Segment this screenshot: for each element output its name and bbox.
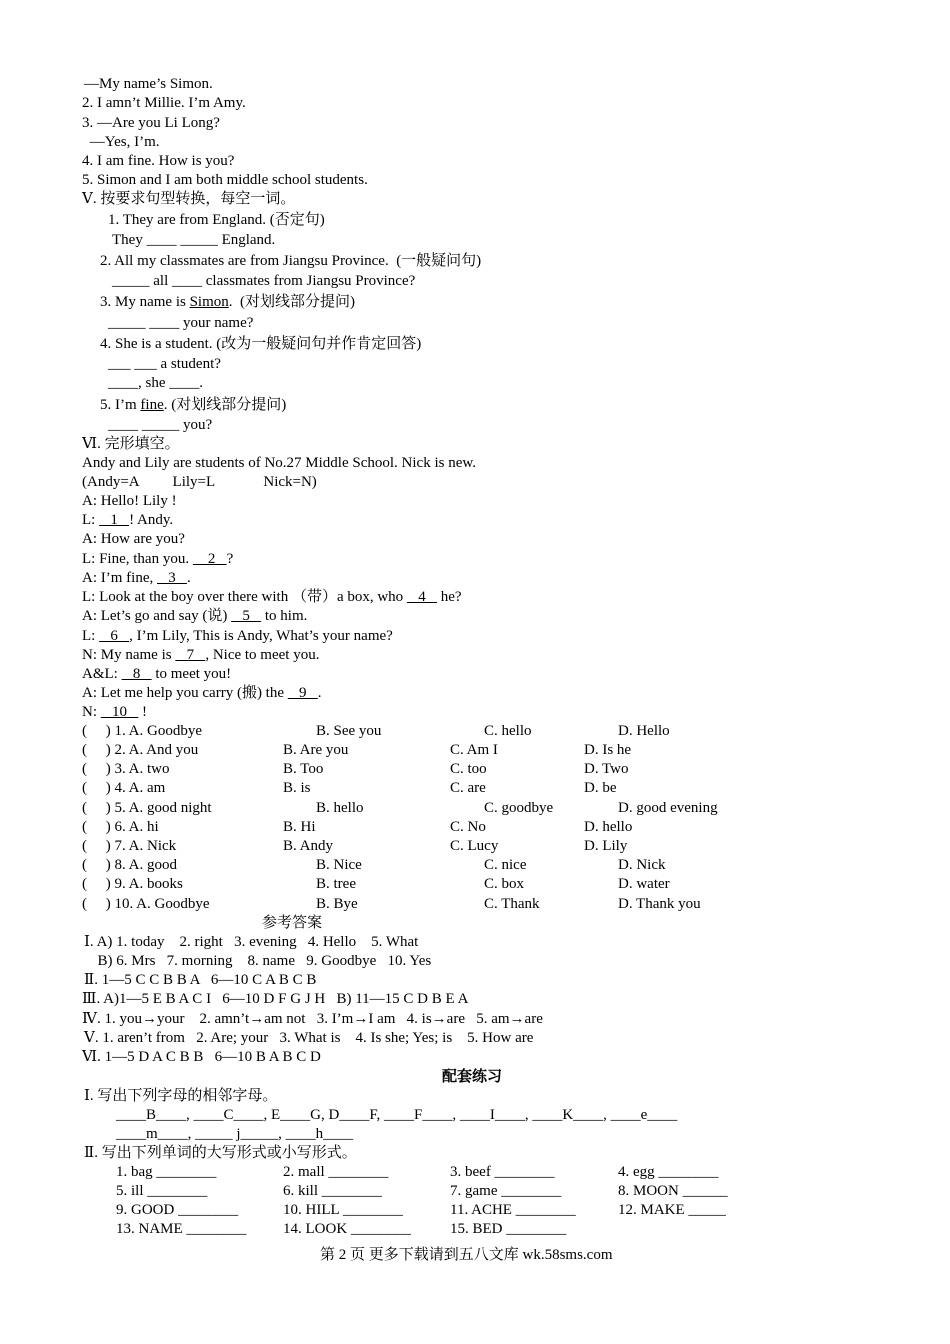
word-item: 14. LOOK ________ bbox=[283, 1221, 411, 1237]
section-heading: Ⅰ. 写出下列字母的相邻字母。 bbox=[84, 1088, 278, 1104]
mc-option: C. box bbox=[484, 876, 525, 892]
text-line bbox=[82, 684, 322, 703]
mc-option: D. hello bbox=[584, 819, 633, 835]
mc-option: C. nice bbox=[484, 857, 527, 873]
text-line: —My name’s Simon. bbox=[84, 76, 213, 92]
underlined-word: fine bbox=[140, 397, 164, 413]
text-line bbox=[82, 607, 307, 626]
mc-option: B. hello bbox=[316, 800, 364, 816]
mc-option: D. Hello bbox=[618, 723, 670, 739]
word-item: 12. MAKE _____ bbox=[618, 1202, 726, 1218]
word-item: 6. kill ________ bbox=[283, 1183, 382, 1199]
mc-option: B. Are you bbox=[283, 742, 349, 758]
text-line: 2. All my classmates are from Jiangsu Province. (一般疑问句) bbox=[100, 253, 482, 269]
text-line bbox=[82, 703, 147, 722]
text-line bbox=[82, 665, 231, 684]
text-segment: ? bbox=[226, 551, 234, 567]
text-segment: A: Let’s go and say (说) bbox=[82, 608, 232, 624]
text-line bbox=[82, 646, 319, 665]
mc-option: C. Lucy bbox=[450, 838, 499, 854]
mc-option: B. See you bbox=[316, 723, 382, 739]
mc-question: ( ) 1. A. Goodbye bbox=[82, 723, 202, 739]
mc-option: C. too bbox=[450, 761, 487, 777]
text-line: (Andy=A Lily=L Nick=N) bbox=[82, 474, 317, 490]
mc-question: ( ) 4. A. am bbox=[82, 780, 166, 796]
text-segment: ! Andy. bbox=[129, 512, 174, 528]
text-line: 2. I amn’t Millie. I’m Amy. bbox=[82, 95, 246, 111]
word-item: 10. HILL ________ bbox=[283, 1202, 403, 1218]
blank: 7 bbox=[175, 647, 206, 663]
text-line: ____B____, ____C____, E____G, D____F, ____F____, ____I____, ____K____, ____e____ bbox=[116, 1107, 678, 1123]
text-line bbox=[82, 511, 173, 530]
word-item: 8. MOON ______ bbox=[618, 1183, 728, 1199]
underlined-word: Simon bbox=[189, 294, 229, 310]
text-line bbox=[82, 569, 191, 588]
text-line: 3. —Are you Li Long? bbox=[82, 115, 220, 131]
text-segment: to him. bbox=[261, 608, 308, 624]
text-line: They ____ _____ England. bbox=[112, 232, 276, 248]
mc-option: C. Am I bbox=[450, 742, 498, 758]
mc-question: ( ) 3. A. two bbox=[82, 761, 170, 777]
text-line bbox=[82, 627, 393, 646]
answers-heading: 参考答案 bbox=[262, 915, 323, 931]
text-line: ___ ___ a student? bbox=[108, 356, 221, 372]
section-heading: Ⅵ. 完形填空。 bbox=[82, 436, 180, 452]
mc-option: B. Nice bbox=[316, 857, 362, 873]
answer-line: Ⅱ. 1—5 C C B B A 6—10 C A B C B bbox=[84, 972, 317, 988]
text-segment: L: Look at the boy over there with （带）a box, who bbox=[82, 589, 407, 605]
text-segment: to meet you! bbox=[151, 666, 232, 682]
mc-option: D. Lily bbox=[584, 838, 628, 854]
mc-question: ( ) 9. A. books bbox=[82, 876, 183, 892]
answer-line: Ⅴ. 1. aren’t from 2. Are; your 3. What is 4. Is she; Yes; is 5. How are bbox=[84, 1030, 534, 1046]
text-line: A: Hello! Lily ! bbox=[82, 493, 177, 509]
text-segment: 3. My name is bbox=[100, 294, 190, 310]
mc-option: D. be bbox=[584, 780, 617, 796]
mc-option: C. Thank bbox=[484, 896, 540, 912]
text-line: —Yes, I’m. bbox=[86, 134, 160, 150]
text-segment: A: Let me help you carry (搬) the bbox=[82, 685, 288, 701]
word-item: 4. egg ________ bbox=[618, 1164, 719, 1180]
section-heading: Ⅴ. 按要求句型转换，每空一词。 bbox=[82, 191, 296, 207]
mc-option: D. water bbox=[618, 876, 670, 892]
mc-option: C. goodbye bbox=[484, 800, 554, 816]
text-line: _____ ____ your name? bbox=[108, 315, 254, 331]
text-segment: . (对划线部分提问) bbox=[228, 294, 356, 310]
text-line bbox=[82, 550, 233, 569]
text-segment: L: bbox=[82, 512, 100, 528]
mc-option: D. Thank you bbox=[618, 896, 701, 912]
text-segment: he? bbox=[436, 589, 462, 605]
text-line: 1. They are from England. (否定句) bbox=[108, 212, 325, 228]
word-item: 2. mall ________ bbox=[283, 1164, 389, 1180]
text-line: ____m____, _____ j_____, ____h____ bbox=[116, 1126, 354, 1142]
text-line bbox=[100, 396, 286, 415]
mc-option: D. Is he bbox=[584, 742, 632, 758]
text-segment: L: Fine, than you. bbox=[82, 551, 193, 567]
blank: 5 bbox=[231, 608, 262, 624]
word-item: 7. game ________ bbox=[450, 1183, 562, 1199]
answer-line: B) 6. Mrs 7. morning 8. name 9. Goodbye 10. Yes bbox=[90, 953, 432, 969]
text-segment: , I’m Lily, This is Andy, What’s your name? bbox=[129, 628, 393, 644]
mc-option: C. No bbox=[450, 819, 486, 835]
mc-question: ( ) 6. A. hi bbox=[82, 819, 159, 835]
blank: 1 bbox=[99, 512, 130, 528]
word-item: 15. BED ________ bbox=[450, 1221, 567, 1237]
mc-option: B. Hi bbox=[283, 819, 316, 835]
text-segment: . (对划线部分提问) bbox=[163, 397, 287, 413]
answer-line: Ⅰ. A) 1. today 2. right 3. evening 4. Hello 5. What bbox=[84, 934, 419, 950]
text-segment: A: I’m fine, bbox=[82, 570, 157, 586]
mc-question: ( ) 8. A. good bbox=[82, 857, 177, 873]
text-line: ____ _____ you? bbox=[108, 417, 213, 433]
mc-question: ( ) 7. A. Nick bbox=[82, 838, 177, 854]
word-item: 9. GOOD ________ bbox=[116, 1202, 239, 1218]
text-line bbox=[100, 293, 355, 312]
word-item: 13. NAME ________ bbox=[116, 1221, 247, 1237]
blank: 8 bbox=[121, 666, 152, 682]
text-line: 4. I am fine. How is you? bbox=[82, 153, 235, 169]
text-segment: A&L: bbox=[82, 666, 122, 682]
mc-option: D. Nick bbox=[618, 857, 666, 873]
text-segment: L: bbox=[82, 628, 100, 644]
mc-question: ( ) 5. A. good night bbox=[82, 800, 212, 816]
mc-option: B. Bye bbox=[316, 896, 358, 912]
mc-option: B. is bbox=[283, 780, 311, 796]
text-line: ____, she ____. bbox=[108, 375, 203, 391]
text-segment: , Nice to meet you. bbox=[205, 647, 320, 663]
text-segment: . bbox=[317, 685, 322, 701]
section-heading: Ⅱ. 写出下列单词的大写形式或小写形式。 bbox=[84, 1145, 357, 1161]
blank: 10 bbox=[100, 704, 139, 720]
text-segment: ! bbox=[138, 704, 147, 720]
blank: 4 bbox=[406, 589, 437, 605]
text-line: 5. Simon and I am both middle school students. bbox=[82, 172, 368, 188]
text-segment: N: bbox=[82, 704, 101, 720]
text-segment: 5. I’m bbox=[100, 397, 141, 413]
text-segment: . bbox=[186, 570, 191, 586]
blank: 9 bbox=[287, 685, 318, 701]
word-item: 5. ill ________ bbox=[116, 1183, 208, 1199]
text-line: 4. She is a student. (改为一般疑问句并作肯定回答) bbox=[100, 336, 422, 352]
answer-line: Ⅵ. 1—5 D A C B B 6—10 B A B C D bbox=[82, 1049, 321, 1065]
mc-option: B. tree bbox=[316, 876, 356, 892]
text-line: Andy and Lily are students of No.27 Middle School. Nick is new. bbox=[82, 455, 476, 471]
blank: 6 bbox=[99, 628, 130, 644]
word-item: 1. bag ________ bbox=[116, 1164, 217, 1180]
mc-option: D. Two bbox=[584, 761, 629, 777]
answer-line: Ⅲ. A)1—5 E B A C I 6—10 D F G J H B) 11—15 C D B E A bbox=[82, 991, 469, 1007]
blank: 3 bbox=[156, 570, 187, 586]
page-footer: 第 2 页 更多下载请到五八文库 wk.58sms.com bbox=[320, 1247, 613, 1263]
mc-option: B. Too bbox=[283, 761, 324, 777]
mc-option: D. good evening bbox=[618, 800, 718, 816]
mc-question: ( ) 10. A. Goodbye bbox=[82, 896, 210, 912]
mc-option: C. hello bbox=[484, 723, 532, 739]
blank: 2 bbox=[192, 551, 227, 567]
answer-line: Ⅳ. 1. you→your 2. amn’t→am not 3. I’m→I am 4. is→are 5. am→are bbox=[82, 1011, 543, 1027]
mc-option: B. Andy bbox=[283, 838, 334, 854]
practice-heading: 配套练习 bbox=[442, 1069, 503, 1085]
mc-option: C. are bbox=[450, 780, 486, 796]
text-line: A: How are you? bbox=[82, 531, 185, 547]
text-line bbox=[82, 588, 462, 607]
mc-question: ( ) 2. A. And you bbox=[82, 742, 199, 758]
text-line: _____ all ____ classmates from Jiangsu Province? bbox=[112, 273, 416, 289]
word-item: 3. beef ________ bbox=[450, 1164, 555, 1180]
text-segment: N: My name is bbox=[82, 647, 176, 663]
word-item: 11. ACHE ________ bbox=[450, 1202, 576, 1218]
